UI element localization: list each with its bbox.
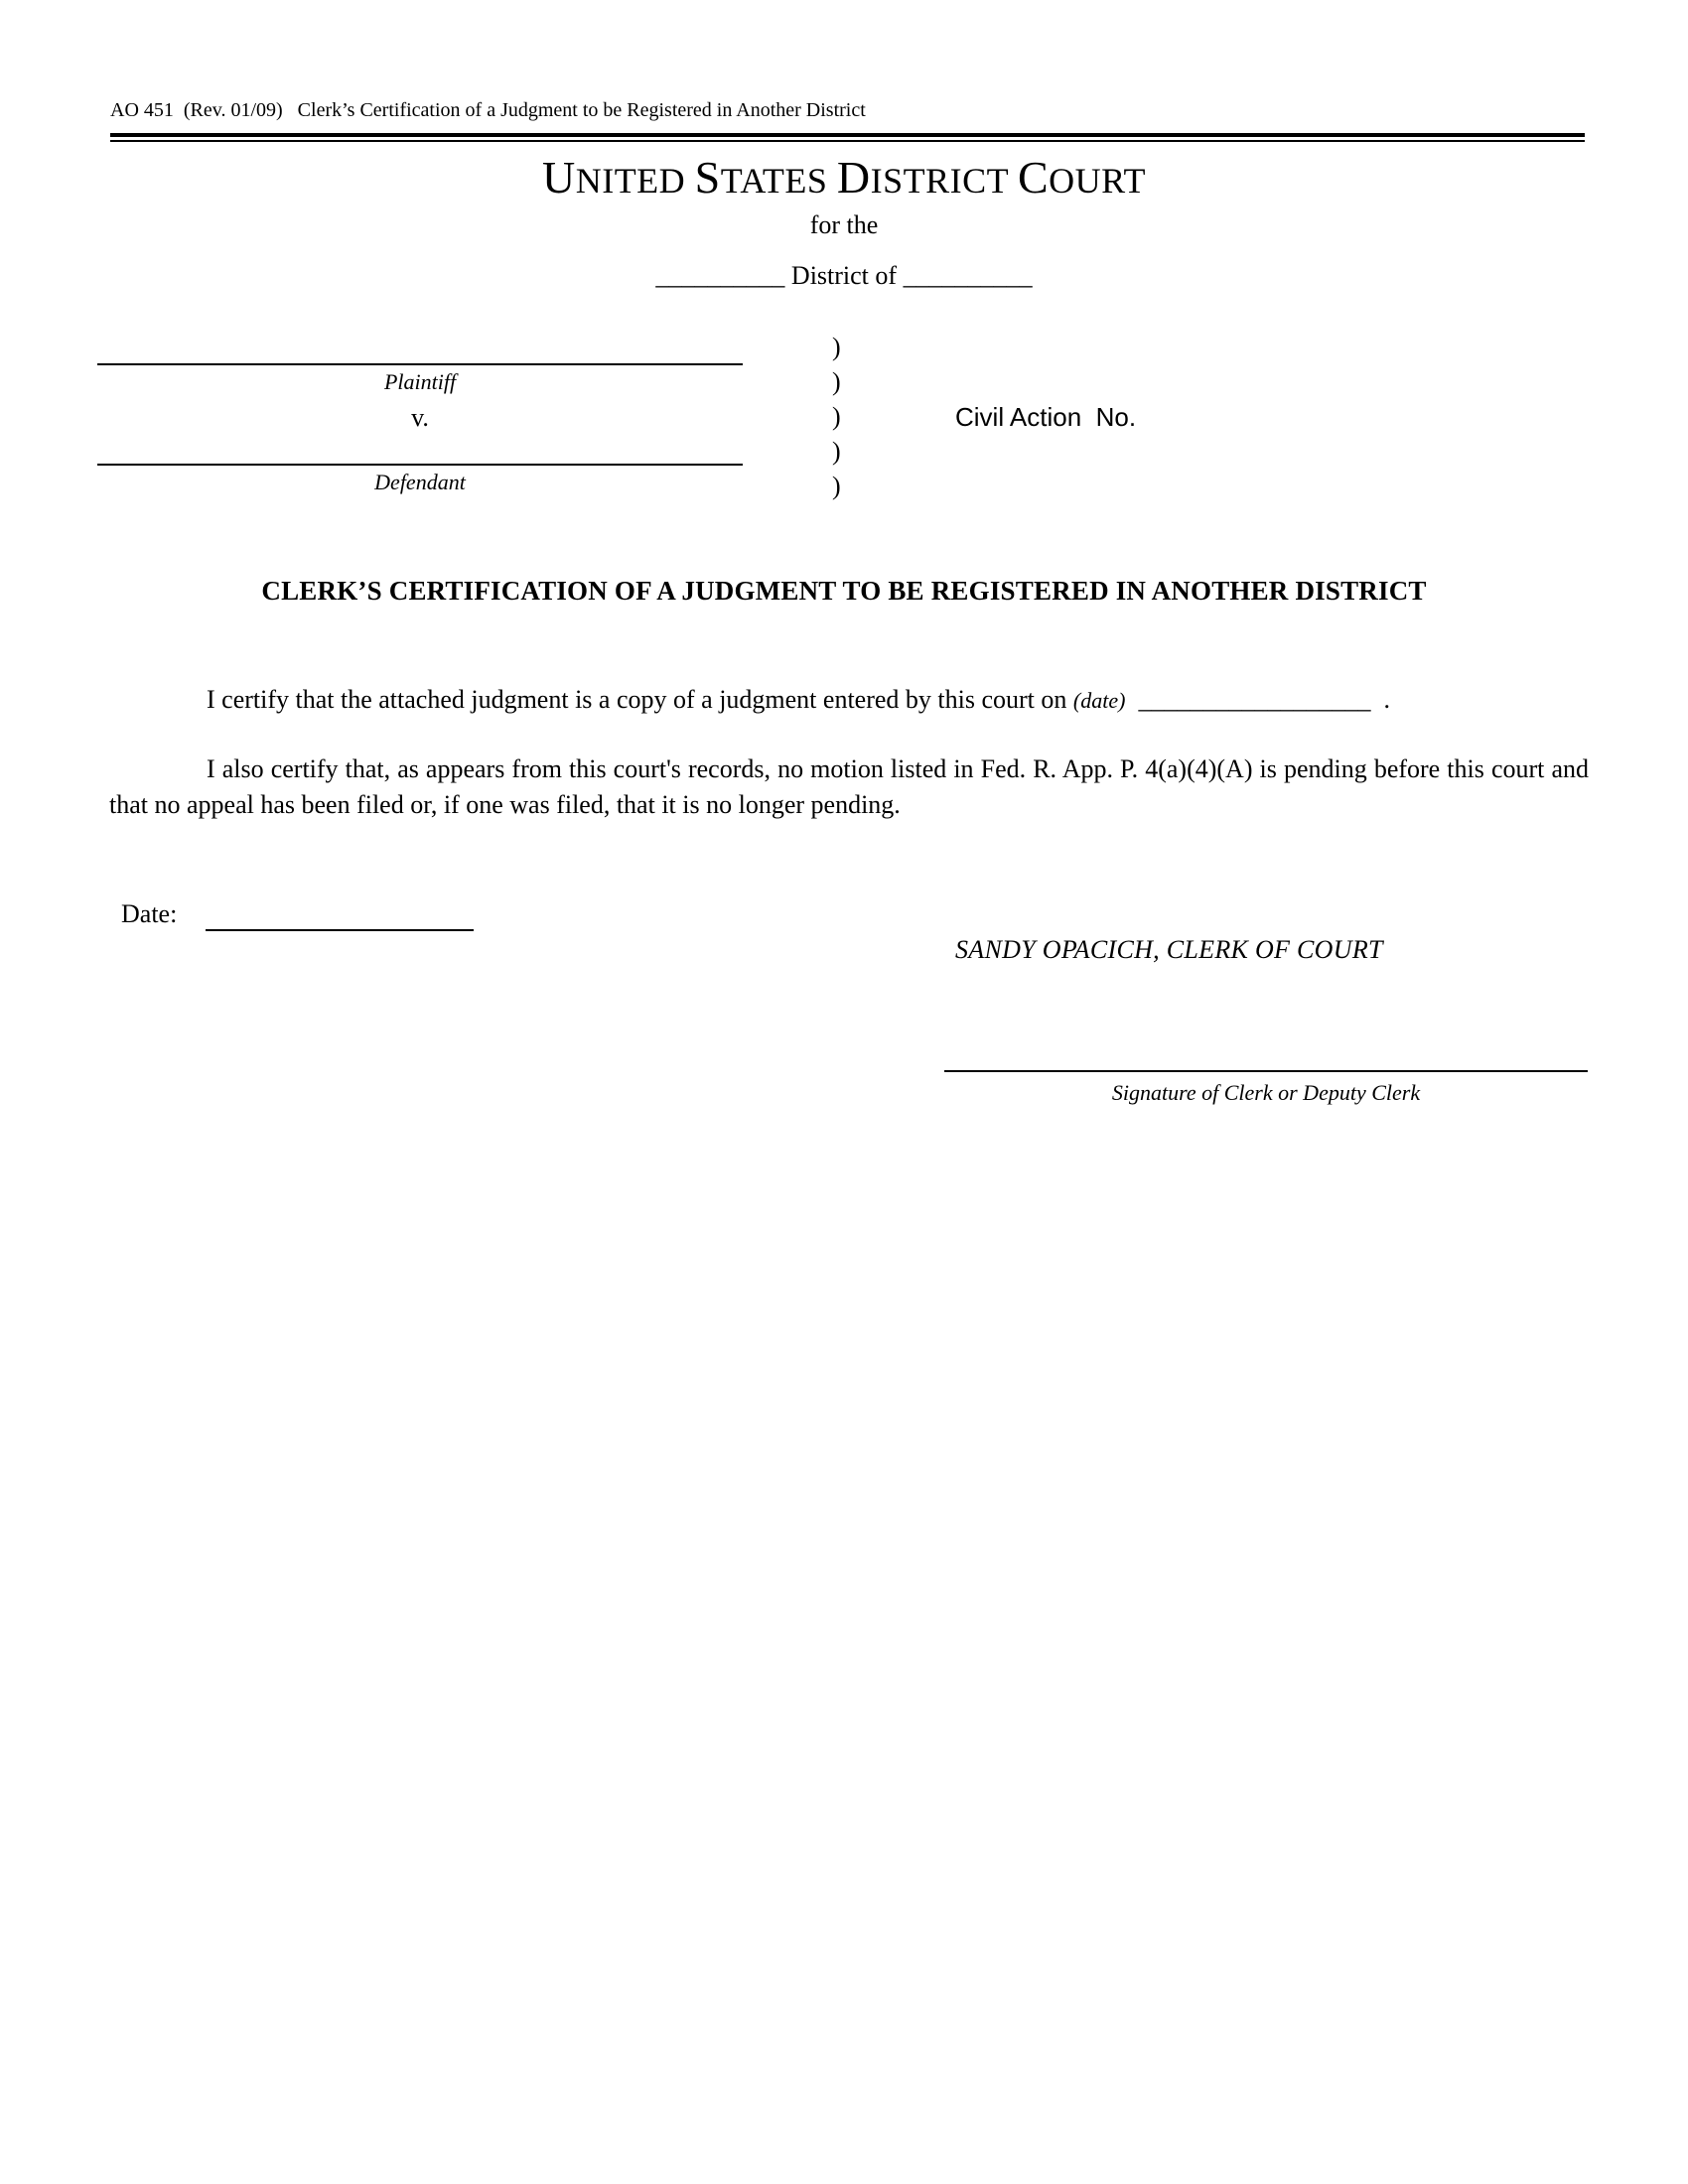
court-title-c: C bbox=[1017, 152, 1050, 203]
for-the-text: for the bbox=[809, 210, 879, 239]
court-title-ourt: OURT bbox=[1049, 161, 1147, 201]
certification-paragraph-1 bbox=[207, 685, 1390, 715]
certification-paragraph-2: I also certify that, as appears from this court's records, no motion listed in Fed. R. App. P. 4(a)(4)(A) is pending before this court and that no appeal has been filed or, if one was filed, that it is no longer pending. bbox=[109, 754, 1589, 819]
date-field[interactable] bbox=[206, 929, 474, 931]
document-title: CLERK’S CERTIFICATION OF A JUDGMENT TO BE REGISTERED IN ANOTHER DISTRICT bbox=[261, 576, 1427, 606]
civil-action-number[interactable]: Civil Action No. bbox=[955, 402, 1137, 432]
form-identifier: AO 451 (Rev. 01/09) Clerk’s Certification of a Judgment to be Registered in Another District bbox=[110, 99, 866, 121]
defendant-label: Defendant bbox=[374, 470, 466, 494]
clerk-name: SANDY OPACICH, CLERK OF COURT bbox=[955, 935, 1383, 964]
court-title-nited: NITED bbox=[575, 161, 695, 201]
defendant-field[interactable] bbox=[97, 464, 743, 466]
caption-paren: ) bbox=[832, 367, 841, 396]
district-field[interactable]: __________ District of __________ bbox=[655, 261, 1033, 290]
para1-text: I certify that the attached judgment is a copy of a judgment entered by this court on bbox=[207, 685, 1073, 714]
plaintiff-field[interactable] bbox=[97, 363, 743, 365]
court-title-tates: TATES bbox=[720, 161, 837, 201]
header-rule-thick bbox=[110, 133, 1585, 137]
para1-date-label: (date) bbox=[1072, 688, 1126, 713]
caption-paren: ) bbox=[832, 333, 841, 361]
court-title-u: U bbox=[541, 152, 576, 203]
header-rule-thin bbox=[110, 140, 1585, 142]
plaintiff-label: Plaintiff bbox=[383, 369, 457, 394]
signature-field[interactable] bbox=[944, 1070, 1588, 1072]
court-title-istrict: ISTRICT bbox=[870, 161, 1018, 201]
judgment-date-field[interactable]: __________________ . bbox=[1125, 685, 1390, 714]
signature-label: Signature of Clerk or Deputy Clerk bbox=[1111, 1080, 1421, 1105]
court-title-d: D bbox=[836, 152, 871, 203]
caption-paren: ) bbox=[832, 437, 841, 466]
caption-paren: ) bbox=[832, 472, 841, 500]
caption-paren: ) bbox=[832, 402, 841, 431]
versus-text: v. bbox=[411, 403, 429, 432]
court-title-s: S bbox=[694, 152, 721, 203]
court-title bbox=[0, 151, 1688, 204]
date-label: Date: bbox=[121, 899, 178, 928]
